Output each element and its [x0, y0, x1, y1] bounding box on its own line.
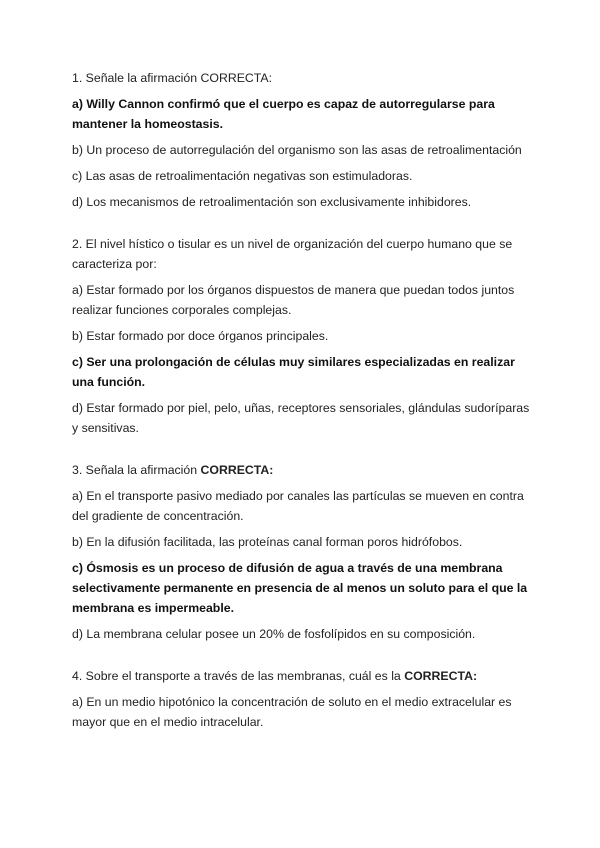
question-title [72, 666, 534, 686]
question-title [72, 460, 534, 480]
question-title-text: 3. Señala la afirmación [72, 463, 201, 477]
option-a: a) Estar formado por los órganos dispuestos de manera que puedan todos juntos realizar funciones corporales complejas. [72, 283, 515, 317]
option-b: b) Estar formado por doce órganos principales. [72, 329, 329, 343]
question-4 [72, 666, 534, 732]
question-title-emphasis: CORRECTA: [200, 463, 274, 477]
document-page [72, 68, 534, 754]
question-title [72, 234, 534, 274]
question-1 [72, 68, 534, 212]
question-3 [72, 460, 534, 644]
option-a: a) En el transporte pasivo mediado por canales las partículas se mueven en contra del gradiente de concentración. [72, 489, 524, 523]
option-b: b) Un proceso de autorregulación del organismo son las asas de retroalimentación [72, 143, 522, 157]
question-title-emphasis: CORRECTA: [404, 669, 478, 683]
option-a-correct: a) Willy Cannon confirmó que el cuerpo es capaz de autorregularse para mantener la homeostasis. [72, 97, 495, 131]
question-2 [72, 234, 534, 438]
option-d: d) La membrana celular posee un 20% de fosfolípidos en su composición. [72, 627, 476, 641]
option-d: d) Estar formado por piel, pelo, uñas, receptores sensoriales, glándulas sudoríparas y sensitivas. [72, 401, 530, 435]
option-b: b) En la difusión facilitada, las proteínas canal forman poros hidrófobos. [72, 535, 463, 549]
question-title-text: 1. Señale la afirmación CORRECTA: [72, 71, 273, 85]
question-title-text: 2. El nivel hístico o tisular es un nivel de organización del cuerpo humano que se caracteriza por: [72, 237, 513, 271]
option-c-correct: c) Ósmosis es un proceso de difusión de agua a través de una membrana selectivamente permanente en presencia de al menos un soluto para el que la membrana es impermeable. [72, 561, 528, 615]
question-title [72, 68, 534, 88]
option-c: c) Las asas de retroalimentación negativas son estimuladoras. [72, 169, 413, 183]
option-a: a) En un medio hipotónico la concentración de soluto en el medio extracelular es mayor que en el medio intracelular. [72, 695, 512, 729]
question-title-text: 4. Sobre el transporte a través de las membranas, cuál es la [72, 669, 405, 683]
option-c-correct: c) Ser una prolongación de células muy similares especializadas en realizar una función. [72, 355, 515, 389]
option-d: d) Los mecanismos de retroalimentación son exclusivamente inhibidores. [72, 195, 472, 209]
